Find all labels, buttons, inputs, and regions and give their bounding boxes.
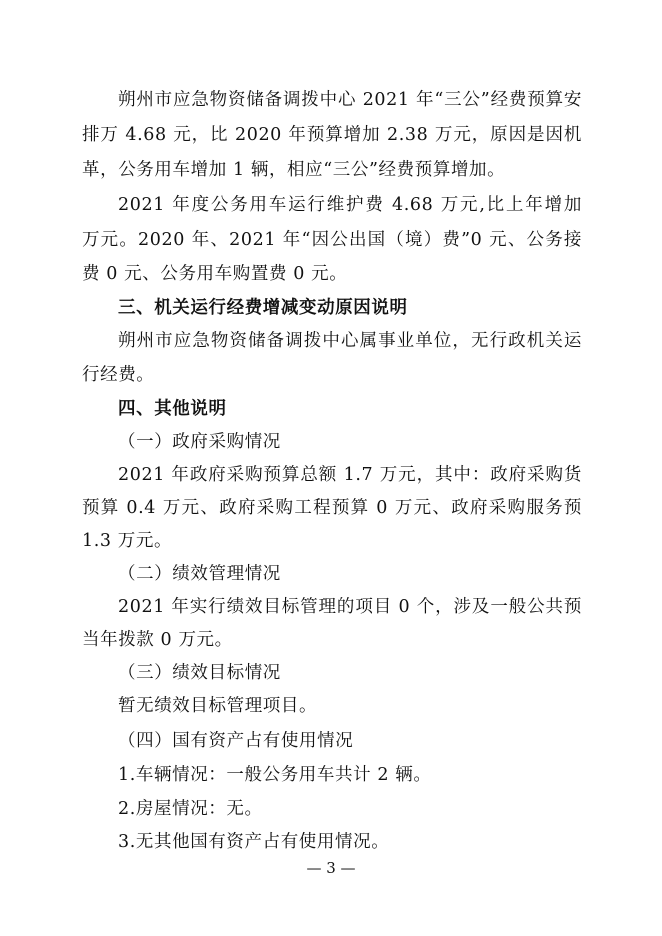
paragraph-line: 朔州市应急物资储备调拨中心属事业单位，无行政机关运 [118, 331, 582, 351]
list-item: 3.无其他国有资产占有使用情况。 [118, 832, 390, 852]
list-item: 1.车辆情况：一般公务用车共计 2 辆。 [118, 765, 432, 785]
subsection-heading: （二）绩效管理情况 [118, 564, 281, 584]
section-heading: 三、机关运行经费增减变动原因说明 [118, 298, 408, 318]
section-heading: 四、其他说明 [118, 399, 227, 419]
page-number: — 3 — [306, 859, 356, 877]
subsection-heading: （一）政府采购情况 [118, 432, 281, 452]
paragraph-line: 革，公务用车增加 1 辆，相应“三公”经费预算增加。 [82, 160, 506, 180]
paragraph-line: 行经费。 [82, 365, 155, 385]
subsection-heading: （四）国有资产占有使用情况 [118, 731, 354, 751]
paragraph-line: 朔州市应急物资储备调拨中心 2021 年“三公”经费预算安 [118, 90, 582, 110]
paragraph-line: 当年拨款 0 万元。 [82, 630, 233, 650]
paragraph-line: 1.3 万元。 [82, 531, 173, 551]
paragraph-line: 2021 年政府采购预算总额 1.7 万元，其中：政府采购货 [118, 465, 582, 485]
list-item: 2.房屋情况：无。 [118, 799, 263, 819]
paragraph-line: 暂无绩效目标管理项目。 [118, 696, 318, 716]
paragraph-line: 费 0 元、公务用车购置费 0 元。 [82, 264, 348, 284]
paragraph-line: 万元。2020 年、2021 年“因公出国（境）费”0 元、公务接 [82, 230, 582, 250]
paragraph-line: 2021 年度公务用车运行维护费 4.68 万元,比上年增加 [118, 195, 582, 215]
paragraph-line: 2021 年实行绩效目标管理的项目 0 个，涉及一般公共预 [118, 597, 582, 617]
subsection-heading: （三）绩效目标情况 [118, 663, 281, 683]
paragraph-line: 预算 0.4 万元、政府采购工程预算 0 万元、政府采购服务预 [82, 498, 582, 518]
paragraph-line: 排万 4.68 元，比 2020 年预算增加 2.38 万元，原因是因机 [82, 125, 582, 145]
